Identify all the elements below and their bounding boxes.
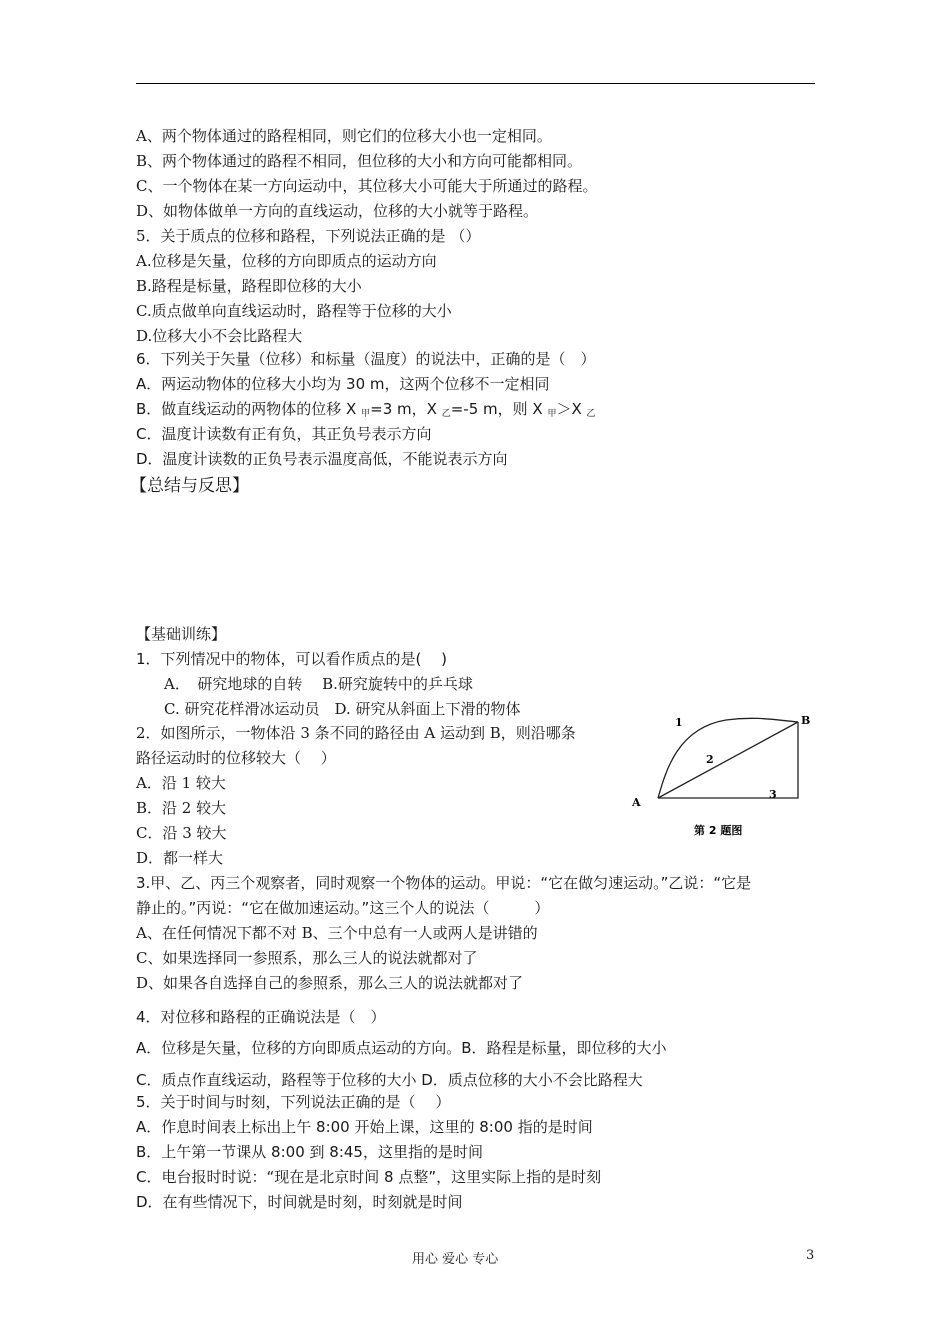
- training-question-1-options-cd: C. 研究花样滑冰运动员 D. 研究从斜面上下滑的物体: [164, 700, 521, 718]
- path-diagram-figure: [626, 710, 822, 842]
- label-path-2: 2: [706, 753, 714, 766]
- training-question-5-stem: 5．关于时间与时刻，下列说法正确的是（ ）: [136, 1093, 451, 1111]
- question-6-option-d: D．温度计读数的正负号表示温度高低，不能说表示方向: [136, 450, 508, 468]
- training-question-5-option-b: B．上午第一节课从 8:00 到 8:45，这里指的是时间: [136, 1143, 483, 1161]
- label-path-1: 1: [675, 716, 683, 729]
- training-question-2-option-d: D．都一样大: [136, 849, 224, 867]
- label-point-b: B: [801, 714, 811, 727]
- option-b: B、两个物体通过的路程不相同，但位移的大小和方向可能都相同。: [136, 152, 583, 170]
- training-question-2-option-b: B．沿 2 较大: [136, 799, 227, 817]
- training-question-2: [136, 721, 626, 871]
- training-question-3-option-d: D、如果各自选择自己的参照系，那么三人的说法就都对了: [136, 974, 524, 992]
- footer-motto: 用心 爱心 专心: [412, 1252, 499, 1267]
- summary-heading: 【总结与反思】: [130, 476, 249, 496]
- option-a: A、两个物体通过的路程相同，则它们的位移大小也一定相同。: [136, 127, 552, 145]
- training-question-2-stem-line-1: 2．如图所示，一物体沿 3 条不同的路径由 A 运动到 B，则沿哪条: [136, 724, 576, 742]
- training-question-4-options-ab-row: [136, 1036, 826, 1061]
- training-question-5-option-c: C．电台报时时说：“现在是北京时间 8 点整”，这里实际上指的是时刻: [136, 1168, 602, 1186]
- question-5-option-b: B.路程是标量，路程即位移的大小: [136, 277, 362, 295]
- question-6-option-b: B．做直线运动的两物体的位移 X $_甲$=3 m，X $_乙$=-5 m，则 X $_甲$＞X $_乙$: [136, 400, 596, 419]
- training-question-3-stem-line-1: 3.甲、乙、丙三个观察者，同时观察一个物体的运动。甲说：“它在做匀速运动。”乙说：“它是: [136, 874, 752, 892]
- question-5-option-a: A.位移是矢量，位移的方向即质点的运动方向: [136, 252, 437, 270]
- training-question-5-option-a: A．作息时间表上标出上午 8:00 开始上课，这里的 8:00 指的是时间: [136, 1118, 593, 1136]
- training-question-4-stem: 4．对位移和路程的正确说法是（ ）: [136, 1008, 386, 1026]
- training-question-1-stem: 1．下列情况中的物体，可以看作质点的是( ): [136, 650, 448, 668]
- question-6: [136, 347, 826, 472]
- question-6-option-c: C．温度计读数有正有负，其正负号表示方向: [136, 425, 432, 443]
- training-heading: 【基础训练】: [136, 625, 227, 643]
- question-6-option-a: A．两运动物体的位移大小均为 30 m，这两个位移不一定相同: [136, 375, 550, 393]
- page-number: 3: [806, 1248, 815, 1263]
- question-5-option-c: C.质点做单向直线运动时，路程等于位移的大小: [136, 302, 452, 320]
- path-2-straight: [658, 722, 798, 798]
- training-question-3-option-c: C、如果选择同一参照系，那么三人的说法就都对了: [136, 949, 478, 967]
- path-diagram: [626, 710, 822, 842]
- option-d: D、如物体做单一方向的直线运动，位移的大小就等于路程。: [136, 202, 539, 220]
- training-question-3: [136, 871, 826, 996]
- training-question-4-options-cd: C．质点作直线运动，路程等于位移的大小 D．质点位移的大小不会比路程大: [136, 1071, 643, 1089]
- training-question-4: [136, 1005, 826, 1030]
- question-5-stem: 5．关于质点的位移和路程，下列说法正确的是 （）: [136, 227, 481, 245]
- training-question-3-options-ab: A、在任何情况下都不对 B、三个中总有一人或两人是讲错的: [136, 924, 538, 942]
- training-question-1-options-ab: A． 研究地球的自转 B.研究旋转中的乒乓球: [164, 675, 473, 693]
- training-question-5: [136, 1090, 826, 1215]
- training-question-2-stem-line-2: 路径运动时的位移较大（ ）: [136, 749, 336, 767]
- label-path-3: 3: [769, 788, 777, 801]
- header-rule: [136, 83, 815, 84]
- training-question-5-option-d: D．在有些情况下，时间就是时刻，时刻就是时间: [136, 1193, 463, 1211]
- training-question-2-option-c: C．沿 3 较大: [136, 824, 227, 842]
- question-6-stem: 6．下列关于矢量（位移）和标量（温度）的说法中，正确的是（ ）: [136, 350, 596, 368]
- label-point-a: A: [632, 796, 641, 809]
- training-question-3-stem-line-2: 静止的。”丙说：“它在做加速运动。”这三个人的说法（ ）: [136, 899, 550, 917]
- figure-caption: 第 2 题图: [694, 824, 743, 837]
- option-c: C、一个物体在某一方向运动中，其位移大小可能大于所通过的路程。: [136, 177, 598, 195]
- training-question-4-options-ab: A．位移是矢量，位移的方向即质点运动的方向。B．路程是标量，即位移的大小: [136, 1039, 667, 1057]
- section-previous-questions: [136, 124, 826, 349]
- training-question-2-option-a: A．沿 1 较大: [136, 774, 226, 792]
- question-5-option-d: D.位移大小不会比路程大: [136, 327, 303, 345]
